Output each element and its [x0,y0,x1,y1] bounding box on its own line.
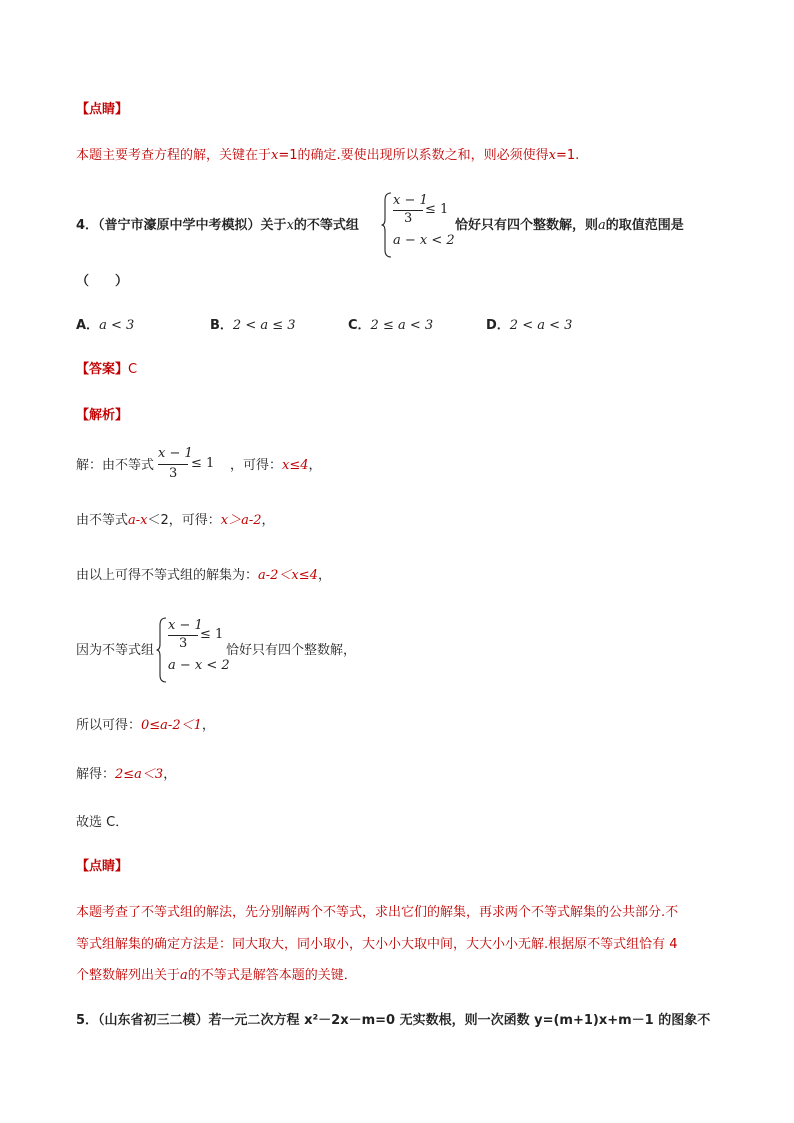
analysis-inequality-system: x − 1 3 ≤ 1 a − x < 2 [156,617,226,683]
analysis-line-6: 解得：2≤a＜3， [76,767,177,782]
system-relation: ≤ 1 [425,202,449,217]
analysis-line-4: 因为不等式组 [76,643,155,658]
option-d[interactable]: D．2 < a < 3 [486,318,573,333]
tip-header: 【点睛】 [76,102,129,117]
analysis-frac-num: x − 1 [158,446,193,461]
option-b[interactable]: B．2 < a ≤ 3 [210,318,296,333]
analysis-line-3: 由以上可得不等式组的解集为：a-2＜x≤4， [76,568,331,583]
analysis-line-2: 由不等式a-x＜2，可得：x＞a-2， [76,513,275,528]
inequality-system [381,192,455,258]
question-5-stem: 5．（山东省初三二模）若一元二次方程 x²－2x－m=0 无实数根，则一次函数 y=(m+1)x+m－1 的图象不 [76,1013,711,1028]
option-a[interactable]: A．a < 3 [76,318,135,333]
answer-value: C [128,362,138,377]
left-brace-icon [156,617,168,683]
analysis-header: 【解析】 [76,408,129,423]
tip-text: 本题主要考查方程的解，关键在于x=1的确定.要使出现所以系数之和，则必须使得x=1. [76,148,580,163]
question-4-paren: （ ） [76,274,129,289]
left-brace-icon [381,192,393,258]
system-numerator: x − 1 [393,193,428,208]
option-c[interactable]: C．2 ≤ a < 3 [348,318,434,333]
system-denominator: 3 [404,211,413,226]
tip2-para-2: 等式组解集的确定方法是：同大取大，同小取小，大小小大取中间，大大小小无解.根据原不等式组恰有 4 [76,937,678,952]
tip2-header: 【点睛】 [76,859,129,874]
fraction-bar [158,464,188,465]
question-4-stem: 4．（普宁市濠原中学中考模拟）关于x的不等式组 [76,218,359,233]
analysis-line-5: 所以可得：0≤a-2＜1， [76,718,215,733]
answer-header: 【答案】 [76,362,129,377]
analysis-frac-rel: ≤ 1 [191,456,215,471]
question-4-stem-tail: 恰好只有四个整数解，则a的取值范围是 [455,218,684,233]
tip2-para-3: 个整数解列出关于a的不等式是解答本题的关键． [76,968,357,983]
tip2-para-1: 本题考查了不等式组的解法，先分别解两个不等式，求出它们的解集，再求两个不等式解集的公共部分.不 [76,905,679,920]
analysis-line-1: 解：由不等式 ，可得：x≤4， [76,458,322,473]
answer-line [76,362,137,378]
analysis-frac-den: 3 [169,466,178,481]
analysis-line-7: 故选 C． [76,815,129,830]
system-second: a − x < 2 [393,233,455,248]
analysis-line-4-tail: 恰好只有四个整数解， [226,643,357,658]
